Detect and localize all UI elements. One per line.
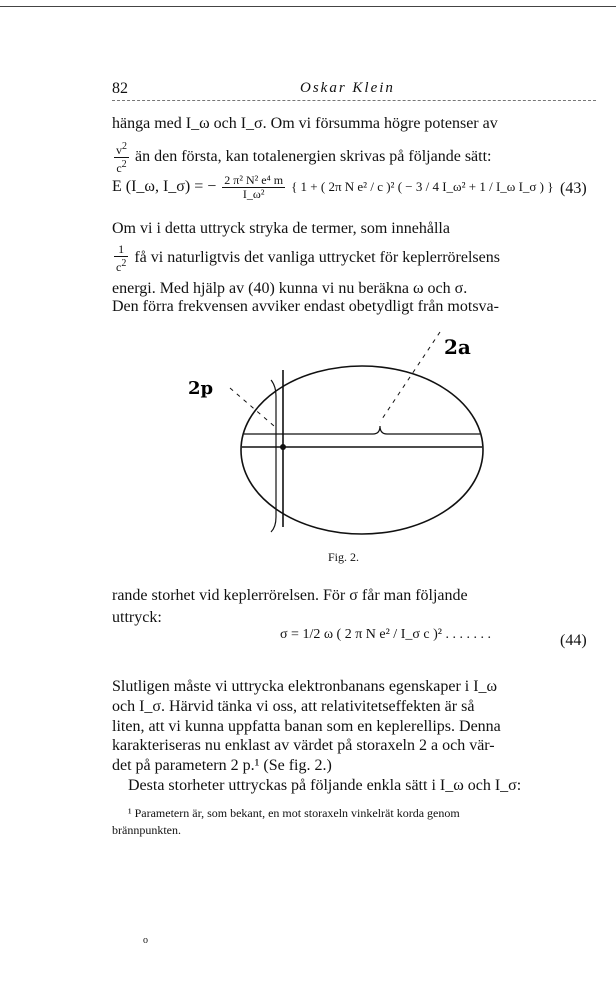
kepler-ellipse <box>241 366 483 534</box>
body-line: Slutligen måste vi uttrycka elektronbanans egenskaper i I_ω <box>112 678 498 695</box>
body-line: hänga med I_ω och I_σ. Om vi försumma högre potenser av <box>112 115 498 132</box>
stray-mark: o <box>143 935 148 946</box>
header-rule <box>112 100 596 101</box>
eq43-frac-den: I_ω² <box>242 187 265 201</box>
body-line: liten, att vi kunna uppfatta banan som en keplerellips. Denna <box>112 718 501 735</box>
body-line: det på parametern 2 p.¹ (Se fig. 2.) <box>112 757 332 774</box>
major-axis-brace <box>244 426 480 434</box>
running-head: Oskar Klein <box>300 80 395 96</box>
label-2a: 2a <box>444 335 471 359</box>
ellipse-diagram <box>188 322 526 532</box>
body-line-text: än den första, kan totalenergien skrivas på följande sätt: <box>131 148 492 166</box>
page-header <box>112 80 596 102</box>
body-line <box>112 140 596 175</box>
fraction-1-c2: $\frac{1}{c^2}$ <box>116 242 127 274</box>
eq43-fraction <box>222 174 285 201</box>
fraction-v2-c2: $\frac{v^2}{c^2}$ <box>116 141 127 175</box>
body-line: rande storhet vid keplerrörelsen. För σ får man följande <box>112 587 468 604</box>
body-line: Desta storheter uttryckas på följande enkla sätt i I_ω och I_σ: <box>128 777 522 794</box>
footnote-line: brännpunkten. <box>112 823 181 837</box>
equation-44: σ = 1/2 ω ( 2 π N e² / I_σ c )² . . . . . . . <box>280 627 491 642</box>
body-line: energi. Med hjälp av (40) kunna vi nu beräkna ω och σ. <box>112 280 468 297</box>
body-line: Om vi i detta uttryck stryka de termer, som innehålla <box>112 220 450 237</box>
body-line: Den förra frekvensen avviker endast obetydligt från motsva- <box>112 298 499 315</box>
eq43-frac-num: 2 π² N² e⁴ m <box>224 173 284 187</box>
body-line: karakteriseras nu enklast av värdet på storaxeln 2 a och vär- <box>112 737 495 754</box>
figure-caption: Fig. 2. <box>328 550 360 564</box>
label-2a-leader <box>380 332 440 422</box>
page-number: 82 <box>112 80 128 97</box>
eq43-body: { 1 + ( 2π N e² / c )² ( − 3 / 4 I_ω² + 1 / I_ω I_σ ) } <box>291 179 554 195</box>
focus-point <box>280 444 286 450</box>
label-2p: 2p <box>188 378 214 399</box>
figure-2 <box>188 322 526 532</box>
equation-number-43: (43) <box>560 180 587 197</box>
label-2p-leader <box>230 388 274 426</box>
body-line: uttryck: <box>112 609 162 626</box>
equation-number-44: (44) <box>560 632 587 649</box>
body-line-text: få vi naturligtvis det vanliga uttrycket för keplerrörelsens <box>130 249 500 267</box>
equation-43 <box>112 174 553 201</box>
top-rule <box>0 6 616 7</box>
eq43-lhs: E (I_ω, I_σ) = − <box>112 178 217 196</box>
body-line <box>112 243 596 274</box>
body-line: och I_σ. Härvid tänka vi oss, att relativitetseffekten är så <box>112 698 475 715</box>
footnote-line: ¹ Parametern är, som bekant, en mot storaxeln vinkelrät korda genom <box>128 806 460 820</box>
